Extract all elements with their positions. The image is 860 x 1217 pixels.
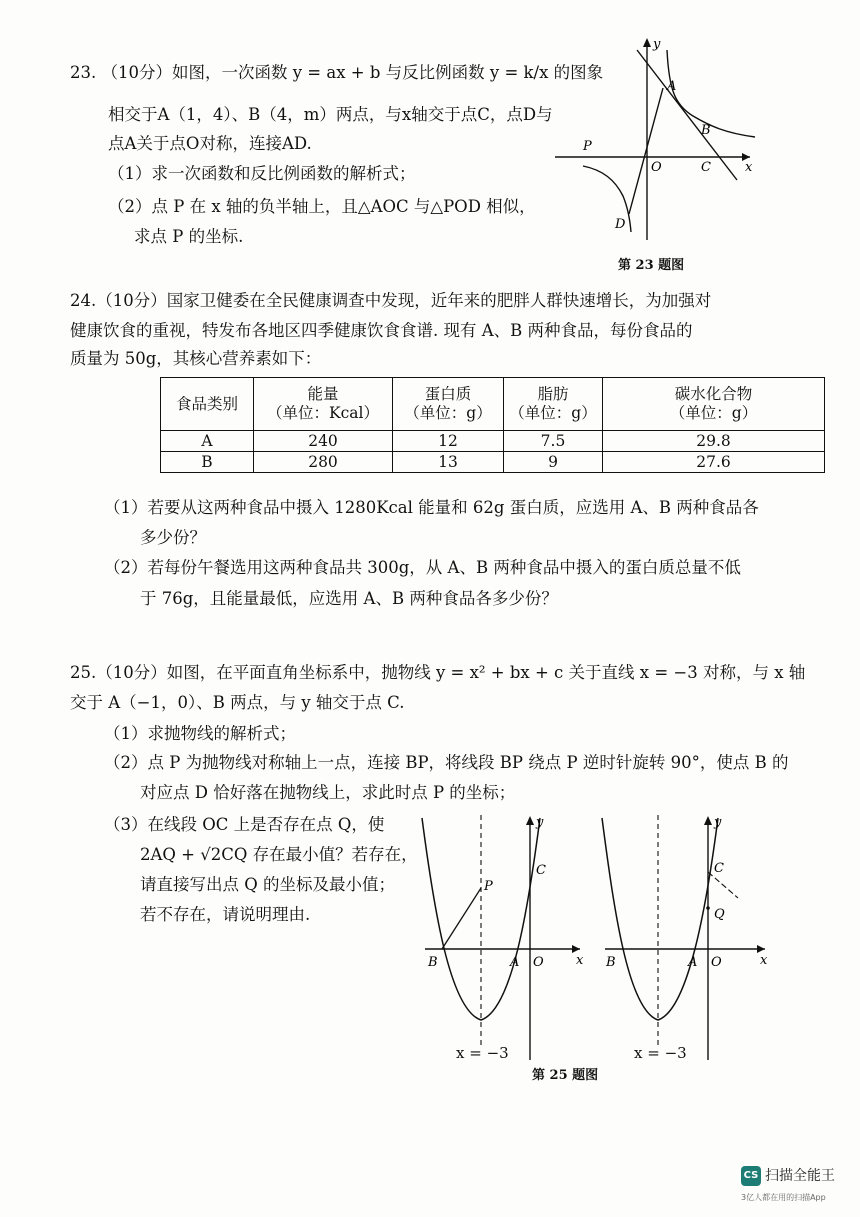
q23-label-p: P [583,139,592,154]
q25-sub1: （1）求抛物线的解析式； [104,724,296,743]
q25l-label-o: O [533,955,544,970]
q25-sub2: （2）点 P 为抛物线对称轴上一点，连接 BP，将线段 BP 绕点 P 逆时针旋转 90°，使点 B 的 [104,753,789,772]
q23-label-b: B [701,123,711,138]
table-header-cell: 脂肪 （单位：g） [504,378,603,431]
q25-sub2b: 对应点 D 恰好落在抛物线上，求此时点 P 的坐标； [140,783,516,802]
q23-line1: 23. （10分）如图，一次函数 y = ax + b 与反比例函数 y = k/x 的图象 [70,63,604,82]
q24-line1: 24.（10分）国家卫健委在全民健康调查中发现，近年来的肥胖人群快速增长，为加强对 [70,291,712,310]
q24-sub2: （2）若每份午餐选用这两种食品共 300g，从 A、B 两种食品中摄入的蛋白质总量不低 [104,558,741,577]
q25-line2: 交于 A（−1，0）、B 两点，与 y 轴交于点 C. [70,693,405,712]
q23-caption: 第 23 题图 [618,258,685,273]
q23-label-x: x [745,160,753,175]
q25l-label-b: B [428,955,438,970]
q23-label-a: A [667,79,677,94]
q25-sub3d: 若不存在，请说明理由. [140,905,311,924]
q25r-y-arrow [704,816,712,825]
table-row [161,431,825,452]
q23-label-c: C [701,160,711,175]
camscanner-logo-icon: CS [741,1166,761,1186]
table-header-cell: 碳水化合物 （单位：g） [603,378,825,431]
q25-caption: 第 25 题图 [532,1068,599,1083]
q25-figure-right [600,810,775,1065]
table-header-cell: 蛋白质 （单位：g） [393,378,504,431]
table-header-cell: 食品类别 [161,378,254,431]
q25-figure-left [420,810,595,1065]
table-cell: A [161,431,254,452]
q25r-label-o: O [711,955,722,970]
q25l-segment-bp [442,888,481,949]
q25r-label-a: A [688,955,698,970]
table-cell: 29.8 [603,431,825,452]
q23-sub1: （1）求一次函数和反比例函数的解析式； [108,164,416,183]
q25-sub3: （3）在线段 OC 上是否存在点 Q，使 [104,815,385,834]
q23-line3: 点A关于点O对称，连接AD. [108,134,312,153]
q25l-y-arrow [526,816,534,825]
camscanner-tagline: 3亿人都在用的扫描App [741,1193,826,1202]
q25l-label-x: x [576,953,584,968]
q23-segment-ad [629,88,663,214]
table-cell: B [161,452,254,473]
table-header-cell: 能量 （单位：Kcal） [254,378,393,431]
q23-sub2: （2）点 P 在 x 轴的负半轴上，且△AOC 与△POD 相似， [108,197,536,216]
q25r-label-x: x [760,953,768,968]
q24-sub2b: 于 76g，且能量最低，应选用 A、B 两种食品各多少份？ [140,589,558,608]
table-header-row [161,378,825,431]
q24-line2: 健康饮食的重视，特发布各地区四季健康饮食食谱. 现有 A、B 两种食品，每份食品的 [70,321,693,340]
q23-sub2b: 求点 P 的坐标. [134,227,244,246]
q25-line1: 25.（10分）如图，在平面直角坐标系中，抛物线 y = x² + bx + c 关于直线 x = −3 对称，与 x 轴 [70,663,806,682]
q25l-x-arrow [572,945,580,953]
q24-sub1b: 多少份？ [140,528,206,547]
camscanner-name: 扫描全能王 [765,1168,835,1184]
q25l-label-p: P [484,879,493,894]
table-row [161,452,825,473]
table-cell: 12 [393,431,504,452]
q25r-label-q: Q [714,907,725,922]
table-cell: 280 [254,452,393,473]
table-cell: 13 [393,452,504,473]
table-cell: 27.6 [603,452,825,473]
q23-label-d: D [615,217,626,232]
q25r-axis-label: x = −3 [634,1044,687,1062]
q23-line2: 相交于A（1，4）、B（4，m）两点，与x轴交于点C，点D与 [108,105,553,124]
table-cell: 7.5 [504,431,603,452]
q23-figure [555,30,765,245]
q25l-label-y: y [536,815,544,830]
q23-y-arrow [643,38,651,47]
q25l-label-a: A [510,955,520,970]
q23-hyperbola-branch1 [667,50,755,137]
q25l-axis-label: x = −3 [456,1044,509,1062]
q23-label-y: y [653,37,661,52]
q25r-label-b: B [606,955,616,970]
q24-sub1: （1）若要从这两种食品中摄入 1280Kcal 能量和 62g 蛋白质，应选用 A、B 两种食品各 [104,498,759,517]
q25r-point-q [706,906,710,910]
nutrition-table [160,377,825,473]
q25r-parabola [602,818,718,1020]
table-cell: 240 [254,431,393,452]
q25-sub3c: 请直接写出点 Q 的坐标及最小值； [140,875,396,894]
table-cell: 9 [504,452,603,473]
q25r-x-arrow [757,945,765,953]
q23-label-o: O [651,160,662,175]
q24-line3: 质量为 50g，其核心营养素如下： [70,349,322,368]
q25-sub3b: 2AQ + √2CQ 存在最小值？若存在， [140,845,418,864]
q25r-label-c: C [714,861,724,876]
q25l-label-c: C [536,863,546,878]
q25r-label-y: y [714,815,722,830]
